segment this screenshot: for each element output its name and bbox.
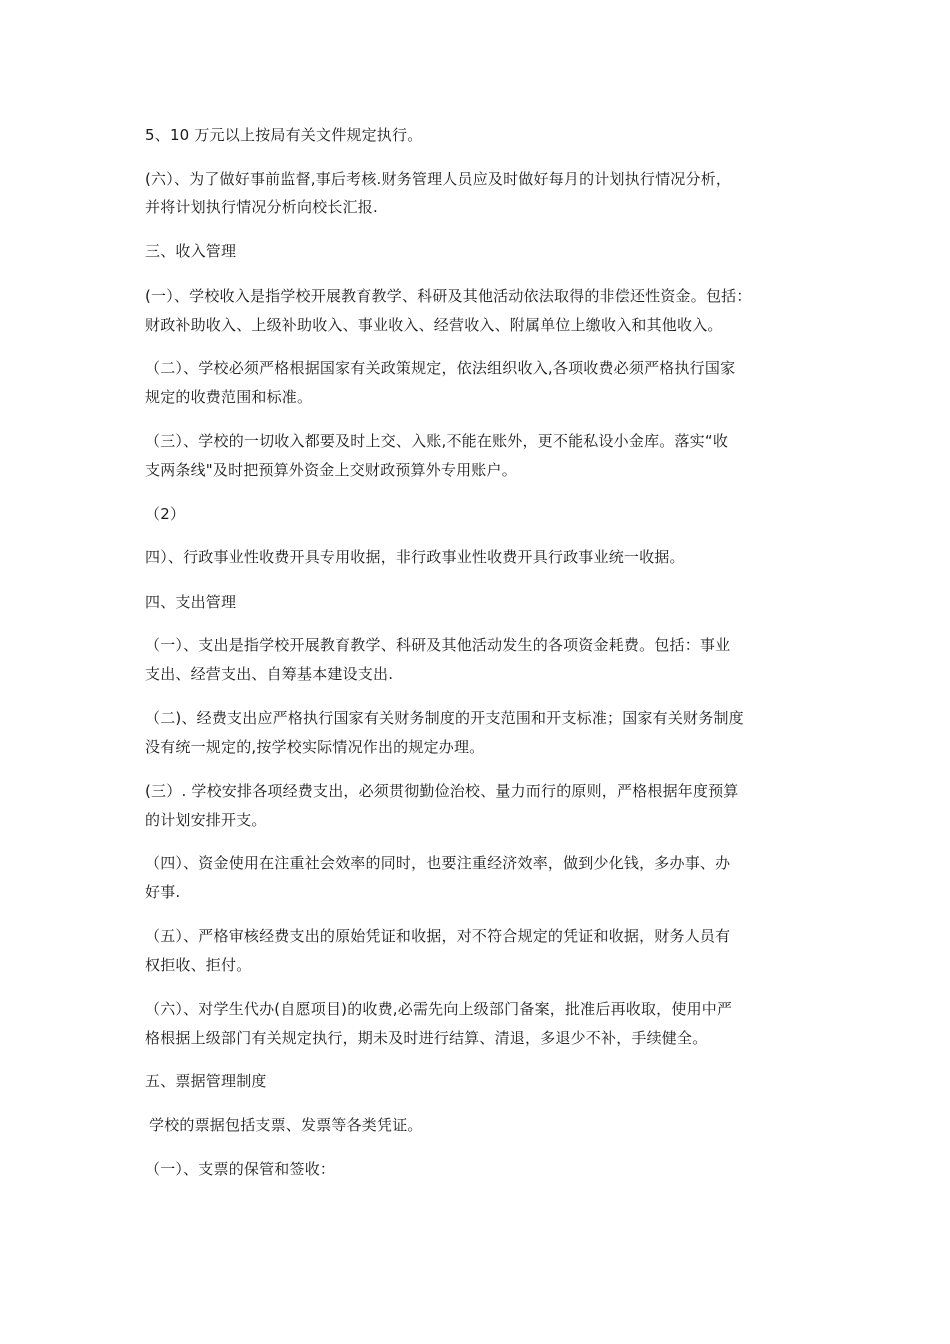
paragraph-line: （三）、学校的一切收入都要及时上交、入账,不能在账外，更不能私设小金库。落实“收 — [145, 432, 729, 450]
paragraph-line: 的计划安排开支。 — [145, 811, 267, 829]
paragraph-line: 支两条线"及时把预算外资金上交财政预算外专用账户。 — [145, 461, 517, 479]
paragraph-line: 权拒收、拒付。 — [145, 956, 252, 974]
paragraph-line: 支出、经营支出、自筹基本建设支出. — [145, 665, 394, 683]
section-heading: 五、票据管理制度 — [145, 1072, 267, 1090]
paragraph-line: （2） — [145, 505, 186, 523]
paragraph-line: 格根据上级部门有关规定执行，期未及时进行结算、清退，多退少不补，手续健全。 — [145, 1029, 708, 1047]
paragraph-line: （二）、学校必须严格根据国家有关政策规定，依法组织收入,各项收费必须严格执行国家 — [145, 359, 736, 377]
paragraph-line: 四）、行政事业性收费开具专用收据，非行政事业性收费开具行政事业统一收据。 — [145, 548, 685, 566]
paragraph-line: （四）、资金使用在注重社会效率的同时，也要注重经济效率，做到少化钱，多办事、办 — [145, 854, 731, 872]
paragraph-line: （一）、支票的保管和签收： — [145, 1160, 336, 1178]
paragraph-line: 5、10 万元以上按局有关文件规定执行。 — [145, 126, 423, 144]
paragraph-line: （一）、支出是指学校开展教育教学、科研及其他活动发生的各项资金耗费。包括：事业 — [145, 636, 731, 654]
paragraph-line: 规定的收费范围和标准。 — [145, 388, 313, 406]
paragraph-line: （二)、经费支出应严格执行国家有关财务制度的开支范围和开支标准；国家有关财务制度 — [145, 709, 744, 727]
paragraph-line: （五）、严格审核经费支出的原始凭证和收据，对不符合规定的凭证和收据，财务人员有 — [145, 927, 731, 945]
paragraph-line: (一）、学校收入是指学校开展教育教学、科研及其他活动依法取得的非偿还性资金。包括： — [145, 287, 752, 305]
paragraph-line: 好事. — [145, 883, 181, 901]
paragraph-line: (六）、为了做好事前监督,事后考核.财务管理人员应及时做好每月的计划执行情况分析， — [145, 170, 732, 188]
paragraph-line: 财政补助收入、上级补助收入、事业收入、经营收入、附属单位上缴收入和其他收入。 — [145, 316, 723, 334]
paragraph-line: 并将计划执行情况分析向校长汇报. — [145, 198, 378, 216]
section-heading: 三、收入管理 — [145, 242, 237, 260]
section-heading: 四、支出管理 — [145, 593, 237, 611]
paragraph-line: （六）、对学生代办(自愿项目)的收费,必需先向上级部门备案，批准后再收取，使用中严 — [145, 1000, 733, 1018]
paragraph-line: 学校的票据包括支票、发票等各类凭证。 — [149, 1116, 423, 1134]
paragraph-line: 没有统一规定的,按学校实际情况作出的规定办理。 — [145, 738, 485, 756]
paragraph-line: (三）. 学校安排各项经费支出，必须贯彻勤俭治校、量力而行的原则，严格根据年度预算 — [145, 782, 739, 800]
